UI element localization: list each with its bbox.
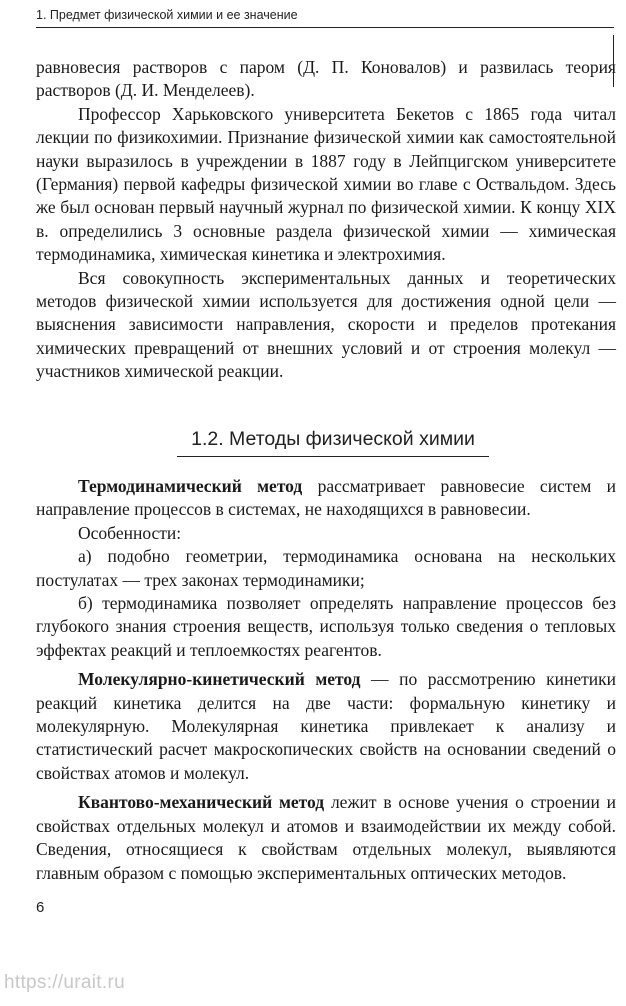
thermo-paragraph: [36, 475, 616, 522]
page-number: 6: [36, 899, 45, 916]
running-header: [36, 8, 614, 28]
features-label: Особенности:: [78, 522, 182, 543]
quantum-mechanical-description: лежит в основе учения о строении и свойствах отдельных молекул и атомов и взаимодействии их между собой. Сведения, относящиеся к свойствам отдельных молекул, выявляются главным образом с помощью экспериментальных оптических методов.: [36, 792, 616, 883]
methods-text: [36, 475, 616, 885]
molecular-kinetic-term: Молекулярно-кинетический метод: [78, 669, 361, 690]
molecular-kinetic-description: — по рассмотрению кинетики реакций кинетика делится на две части: формальную кинетику и молекулярную. Молекулярная кинетика привлекает к анализу и статистический расчет макроскопических свойств на основании сведений о свойствах атомов и молекул.: [36, 669, 616, 783]
watermark-url: https://urait.ru: [4, 972, 125, 993]
running-title: 1. Предмет физической химии и ее значение: [36, 8, 298, 22]
intro-text: [36, 56, 616, 384]
section-heading: 1.2. Методы физической химии: [177, 428, 489, 457]
thermo-term: Термодинамический метод: [78, 476, 303, 496]
molecular-kinetic-paragraph: [36, 668, 616, 785]
feature-b: б) термодинамика позволяет определять направление процессов без глубокого знания строения веществ, используя только сведения о тепловых эффектах реакций и теплоемкостях реагентов.: [36, 593, 616, 660]
quantum-mechanical-paragraph: [36, 791, 616, 885]
intro-paragraph-1: равновесия растворов с паром (Д. П. Коновалов) и развилась теория растворов (Д. И. Менделеев).: [36, 57, 616, 101]
intro-paragraph-2: Профессор Харьковского университета Бекетов с 1865 года читал лекции по физикохимии. Признание физической химии как самостоятельной науки выразилось в учреждении в 1887 году в Лейпцигском университете (Германия) первой кафедры физической химии во главе с Оствальдом. Здесь же был основан первый научный журнал по физической химии. К концу XIX в. определились 3 основные раздела физической химии — химическая термодинамика, химическая кинетика и электрохимия.: [36, 103, 616, 265]
quantum-mechanical-term: Квантово-механический метод: [78, 792, 325, 813]
feature-a: а) подобно геометрии, термодинамика основана на нескольких постулатах — трех законах термодинамики;: [36, 546, 616, 590]
intro-paragraph-3: Вся совокупность экспериментальных данных и теоретических методов физической химии используется для достижения одной цели — выяснения зависимости направления, скорости и пределов протекания химических превращений от внешних условий и от строения молекул — участников химической реакции.: [36, 267, 616, 382]
thermo-description: рассматривает равновесие систем и направление процессов в системах, не находящихся в равновесии.: [36, 476, 616, 520]
